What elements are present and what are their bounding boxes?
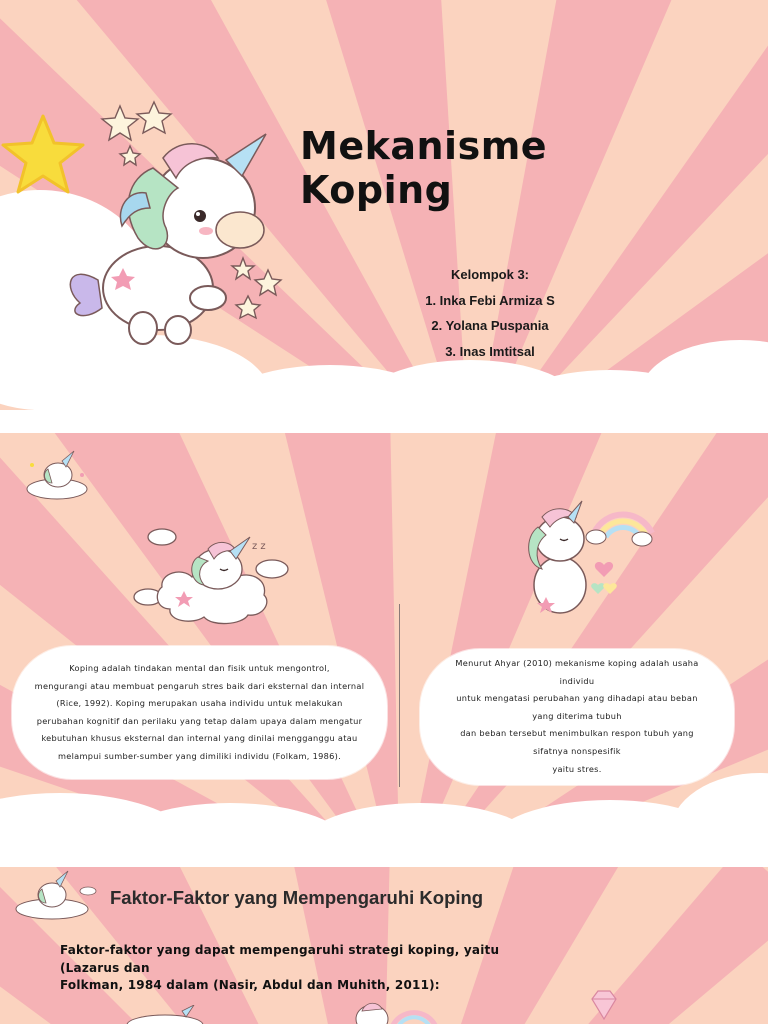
- slide-title-text: Mekanisme Koping: [300, 124, 548, 212]
- section-heading: Faktor-Faktor yang Mempengaruhi Koping: [110, 887, 484, 908]
- svg-text:z z: z z: [252, 541, 266, 552]
- member-2: 2. Yolana Puspania: [431, 318, 549, 333]
- intro-paragraph: [60, 942, 550, 995]
- unicorn-icon: [132, 517, 294, 629]
- unicorn-icon: [512, 493, 656, 619]
- text-line: untuk mengatasi perubahan yang dihadapi atau beban: [456, 693, 698, 704]
- rainbow-icon: [348, 987, 440, 1024]
- text-line: Faktor-faktor yang dapat mempengaruhi strategi koping, yaitu (Lazarus dan: [60, 943, 500, 975]
- text-line: individu: [559, 675, 595, 686]
- text-line: yaitu stres.: [552, 763, 602, 774]
- text-line: melampui sumber-sumber yang dimiliki individu (Folkam, 1986).: [57, 750, 342, 761]
- diamond-icon: [584, 985, 624, 1024]
- text-line: yang diterima tubuh: [532, 710, 622, 721]
- unicorn-icon: [58, 98, 284, 354]
- unicorn-icon: [120, 1005, 210, 1024]
- text-line: dan beban tersebut menimbulkan respon tubuh yang: [460, 728, 694, 739]
- text-line: kebutuhan khusus eksternal dan internal yang dinilai mengganggu atau: [41, 733, 358, 744]
- text-line: Koping adalah tindakan mental dan fisik untuk mengontrol,: [69, 663, 330, 673]
- slide-definitions: [0, 433, 768, 866]
- heart-icon: [595, 562, 613, 577]
- text-line: perubahan kognitif dan perilaku yang tetap dalam upaya dalam mengatur: [36, 715, 363, 726]
- vertical-divider: [399, 604, 400, 787]
- definition-card-left: [12, 646, 387, 779]
- group-members: [380, 262, 600, 364]
- text-line: sifatnya nonspesifik: [533, 745, 621, 756]
- text-line: Menurut Ahyar (2010) mekanisme koping adalah usaha: [455, 658, 699, 668]
- text-line: mengurangi atau membuat pengaruh stres baik dari eksternal dan internal: [34, 680, 365, 691]
- member-3: 3. Inas Imtitsal: [445, 343, 535, 359]
- definition-card-right: [420, 649, 734, 785]
- unicorn-icon: [22, 445, 92, 501]
- text-line: (Rice, 1992). Koping merupakan usaha individu untuk melakukan: [56, 698, 343, 709]
- member-1: 1. Inka Febi Armiza S: [425, 292, 555, 308]
- slide-title: [0, 0, 768, 432]
- text-line: Folkman, 1984 dalam (Nasir, Abdul dan Muhith, 2011):: [60, 978, 440, 992]
- group-label: Kelompok 3:: [450, 267, 529, 282]
- unicorn-icon: [8, 869, 98, 921]
- slide-factors: [0, 867, 768, 1024]
